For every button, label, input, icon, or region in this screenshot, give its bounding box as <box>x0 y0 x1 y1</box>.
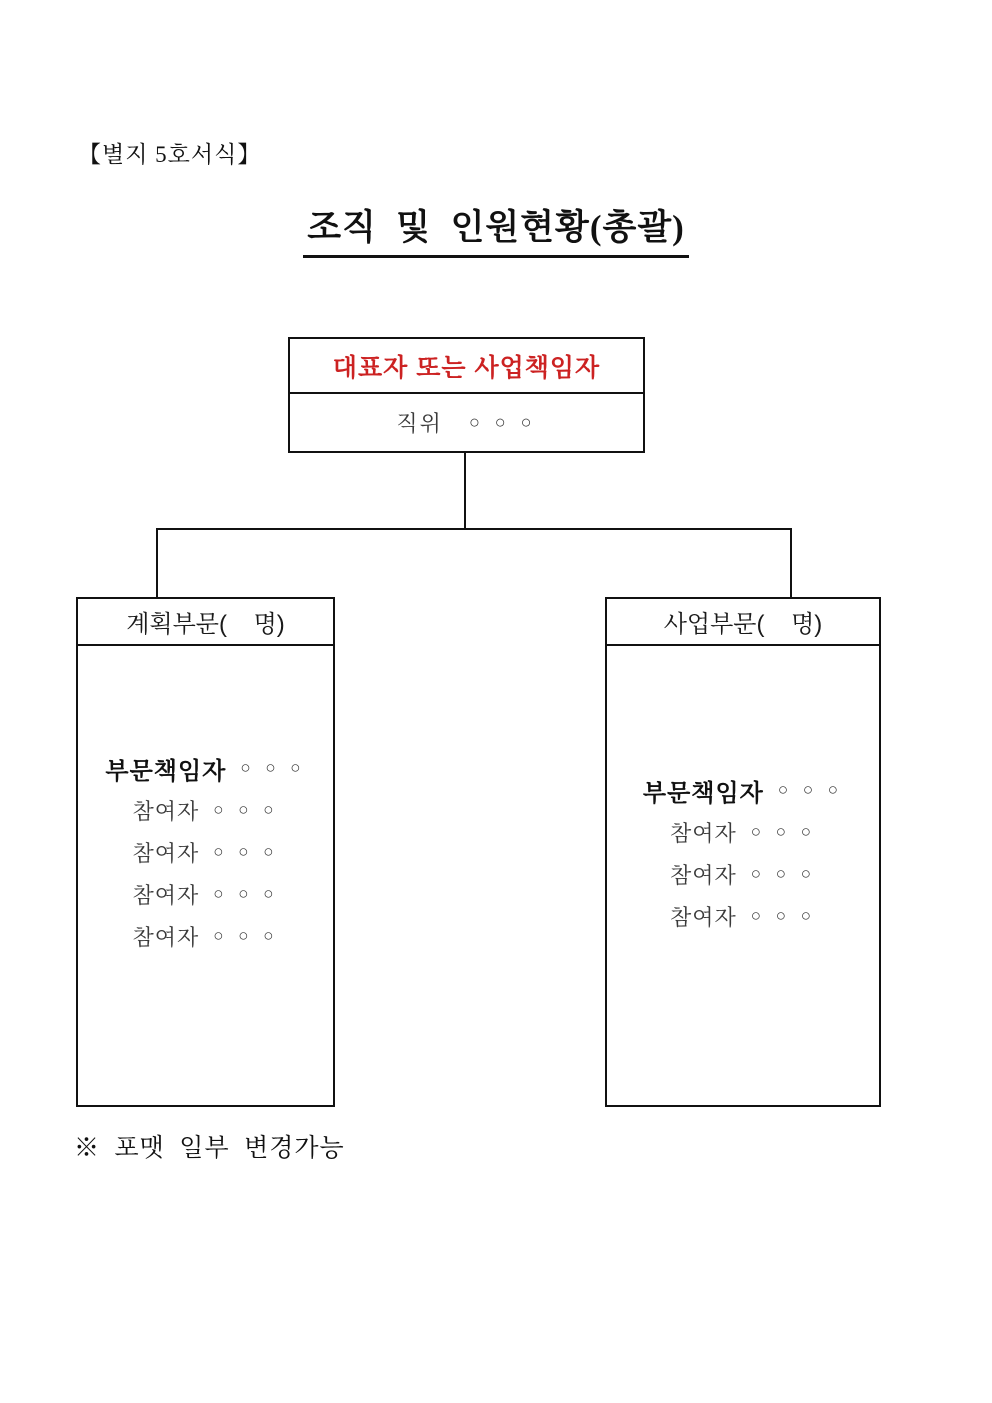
member-value-circles: ○ ○ ○ <box>213 800 279 819</box>
connector-root-vertical <box>464 453 466 529</box>
member-row <box>607 895 879 937</box>
member-value-circles: ○ ○ ○ <box>750 864 817 883</box>
leader-value-circles: ○ ○ ○ <box>777 780 844 799</box>
member-label: 참여자 <box>132 882 200 908</box>
planning-dept-header: 계획부문( 명) <box>78 599 333 646</box>
member-label: 참여자 <box>669 820 737 846</box>
member-label: 참여자 <box>132 840 200 866</box>
member-value-circles: ○ ○ ○ <box>750 822 817 841</box>
connector-left-vertical <box>156 528 158 598</box>
footnote: ※ 포맷 일부 변경가능 <box>74 1135 345 1162</box>
member-row <box>78 831 333 873</box>
position-label: 직위 <box>396 411 443 436</box>
member-label: 참여자 <box>132 924 200 950</box>
leader-label: 부문책임자 <box>642 779 764 807</box>
member-value-circles: ○ ○ ○ <box>750 906 817 925</box>
member-row <box>78 789 333 831</box>
member-value-circles: ○ ○ ○ <box>213 842 279 861</box>
planning-dept-rows <box>78 747 333 957</box>
business-dept-header: 사업부문( 명) <box>607 599 879 646</box>
member-row <box>78 915 333 957</box>
business-dept-rows <box>607 769 879 937</box>
leader-row <box>607 769 879 811</box>
member-row <box>78 873 333 915</box>
member-label: 참여자 <box>669 904 737 930</box>
leader-value-circles: ○ ○ ○ <box>240 758 306 777</box>
title-wrap <box>0 200 992 258</box>
position-value-circles: ○ ○ ○ <box>468 412 537 432</box>
member-row <box>607 811 879 853</box>
planning-dept-box <box>76 597 335 1107</box>
page-title: 조직 및 인원현황(총괄) <box>303 200 689 258</box>
leader-label: 부문책임자 <box>105 757 227 785</box>
root-box <box>288 337 645 453</box>
connector-right-vertical <box>790 528 792 598</box>
leader-row <box>78 747 333 789</box>
root-box-title: 대표자 또는 사업책임자 <box>290 339 643 394</box>
connector-horizontal <box>156 528 792 530</box>
member-row <box>607 853 879 895</box>
form-number-tag: 【별지 5호서식】 <box>78 142 262 167</box>
member-value-circles: ○ ○ ○ <box>213 926 279 945</box>
member-label: 참여자 <box>132 798 200 824</box>
business-dept-box <box>605 597 881 1107</box>
member-value-circles: ○ ○ ○ <box>213 884 279 903</box>
member-label: 참여자 <box>669 862 737 888</box>
root-box-body <box>290 394 643 451</box>
